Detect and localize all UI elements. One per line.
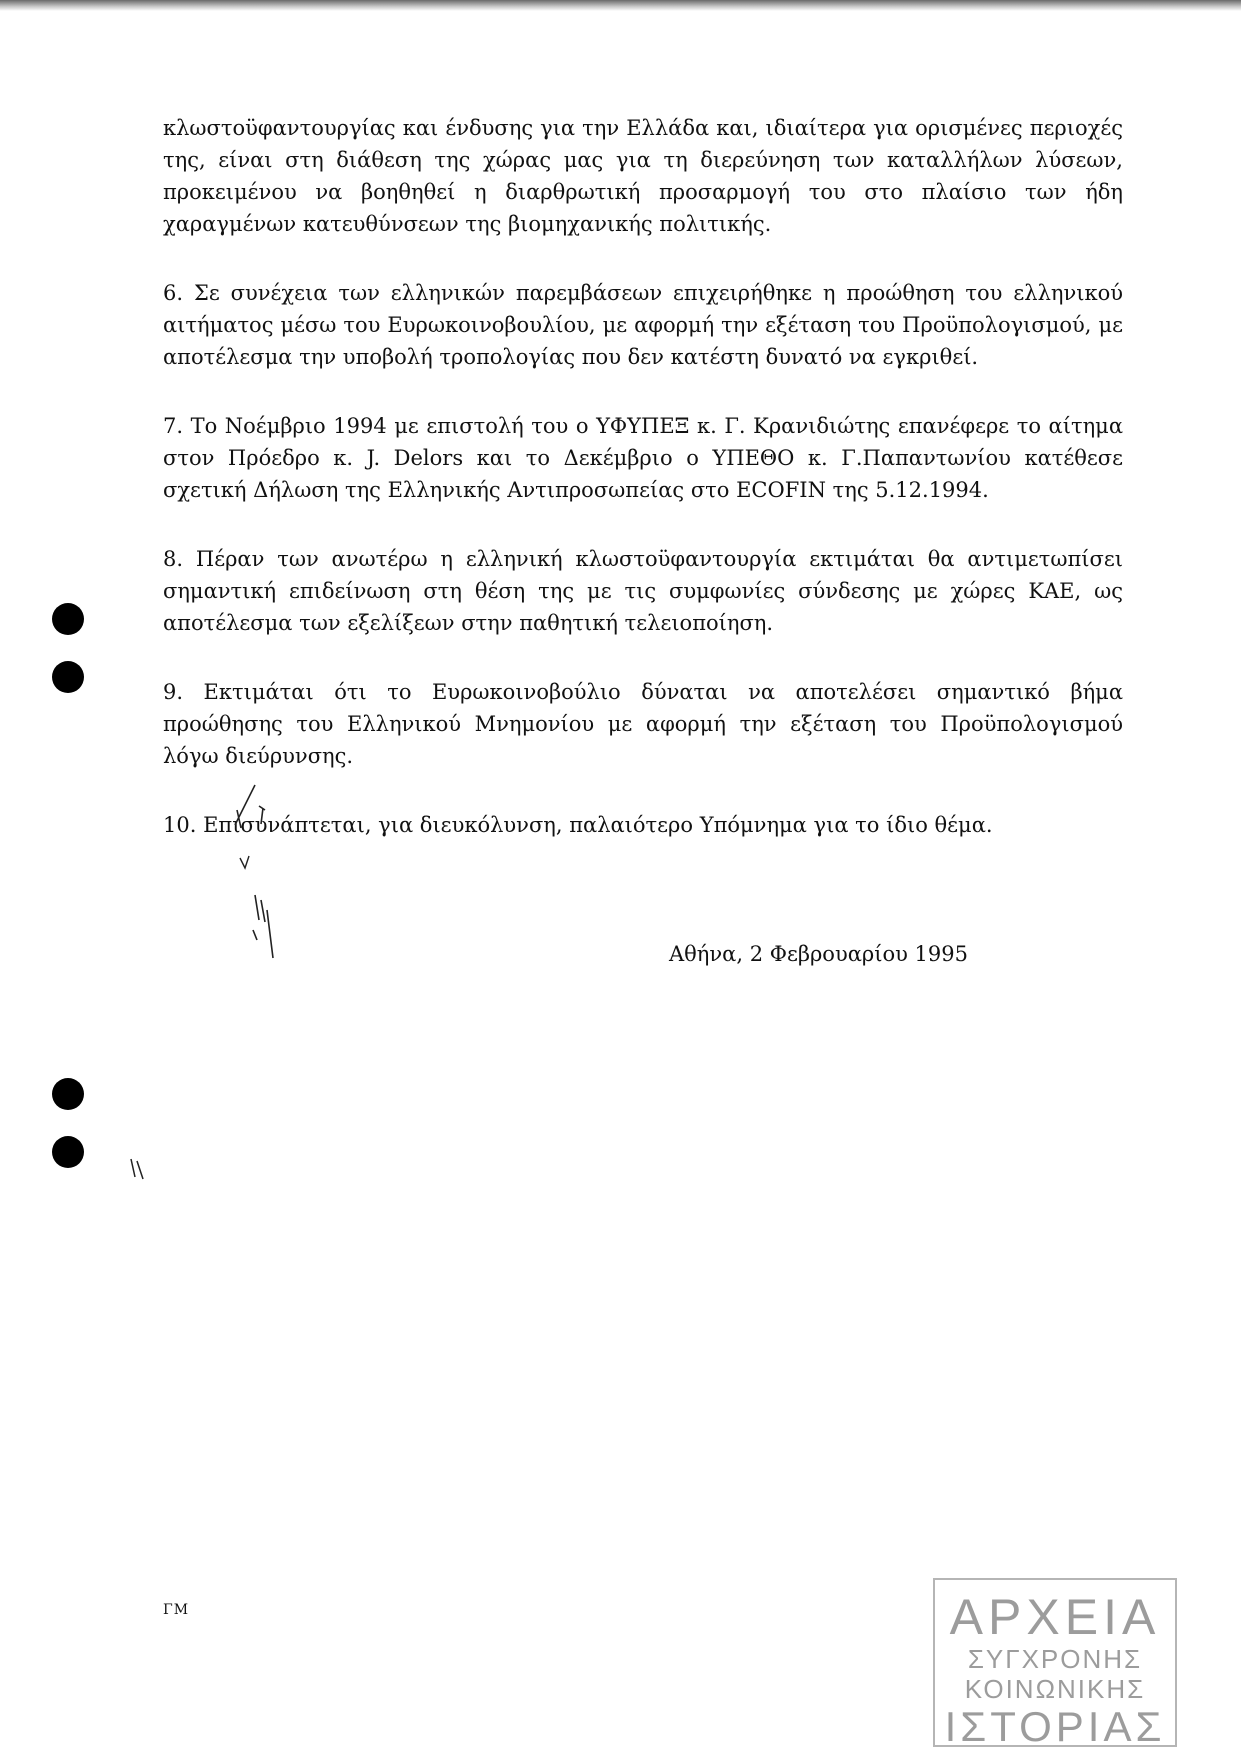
stamp-line-4: ΙΣΤΟΡΙΑΣ xyxy=(944,1703,1166,1750)
paragraph-continuation: κλωστοϋφαντουργίας και ένδυσης για την Ελλάδα και, ιδιαίτερα για ορισμένες περιοχές της, είναι στη διάθεση της χώρας μας για τη διερεύνηση των καταλλήλων λύσεων, προκειμένου να βοηθηθεί η διαρθρωτική προσαρμογή του στο πλαίσιο των ήδη χαραγμένων κατευθύνσεων της βιομηχανικής πολιτικής. xyxy=(163,116,1123,236)
author-initials: ΓΜ xyxy=(163,1602,190,1618)
paragraph-7: 7. Το Νοέμβριο 1994 με επιστολή του ο ΥΦΥΠΕΞ κ. Γ. Κρανιδιώτης επανέφερε το αίτημα στον Πρόεδρο κ. J. Delors και το Δεκέμβριο ο ΥΠΕΘΟ κ. Γ.Παπαντωνίου κατέθεσε σχετική Δήλωση της Ελληνικής Αντιπροσωπείας στο ECOFIN της 5.12.1994. xyxy=(163,414,1123,502)
paragraph-9: 9. Εκτιμάται ότι το Ευρωκοινοβούλιο δύναται να αποτελέσει σημαντικό βήμα προώθησης του Ελληνικού Μνημονίου με αφορμή την εξέταση του Προϋπολογισμού λόγω διεύρυνσης. xyxy=(163,680,1123,768)
punch-hole-1 xyxy=(52,603,84,635)
paragraph-8: 8. Πέραν των ανωτέρω η ελληνική κλωστοϋφαντουργία εκτιμάται θα αντιμετωπίσει σημαντική επιδείνωση στη θέση της με τις συμφωνίες σύνδεσης με χώρες ΚΑΕ, ως αποτέλεσμα των εξελίξεων στην παθητική τελειοποίηση. xyxy=(163,547,1123,635)
stamp-line-1: ΑΡΧΕΙΑ xyxy=(949,1589,1161,1645)
punch-hole-4 xyxy=(52,1136,84,1168)
punch-hole-3 xyxy=(52,1078,84,1110)
scan-top-edge xyxy=(0,0,1241,11)
paragraph-6: 6. Σε συνέχεια των ελληνικών παρεμβάσεων επιχειρήθηκε η προώθηση του ελληνικού αιτήματος μέσω του Ευρωκοινοβουλίου, με αφορμή την εξέταση του Προϋπολογισμού, με αποτέλεσμα την υποβολή τροπολογίας που δεν κατέστη δυνατό να εγκριθεί. xyxy=(163,281,1123,369)
margin-pen-mark xyxy=(127,1153,157,1183)
place-and-date: Αθήνα, 2 Φεβρουαρίου 1995 xyxy=(669,942,969,966)
stamp-line-2: ΣΥΓΧΡΟΝΗΣ xyxy=(967,1644,1143,1674)
punch-hole-2 xyxy=(52,661,84,693)
archive-stamp xyxy=(933,1578,1177,1750)
paragraph-10: 10. Επισυνάπτεται, για διευκόλυνση, παλαιότερο Υπόμνημα για το ίδιο θέμα. xyxy=(163,813,993,837)
stamp-line-3: ΚΟΙΝΩΝΙΚΗΣ xyxy=(964,1674,1146,1704)
document-body xyxy=(163,112,1123,878)
handwritten-signature xyxy=(225,780,305,960)
